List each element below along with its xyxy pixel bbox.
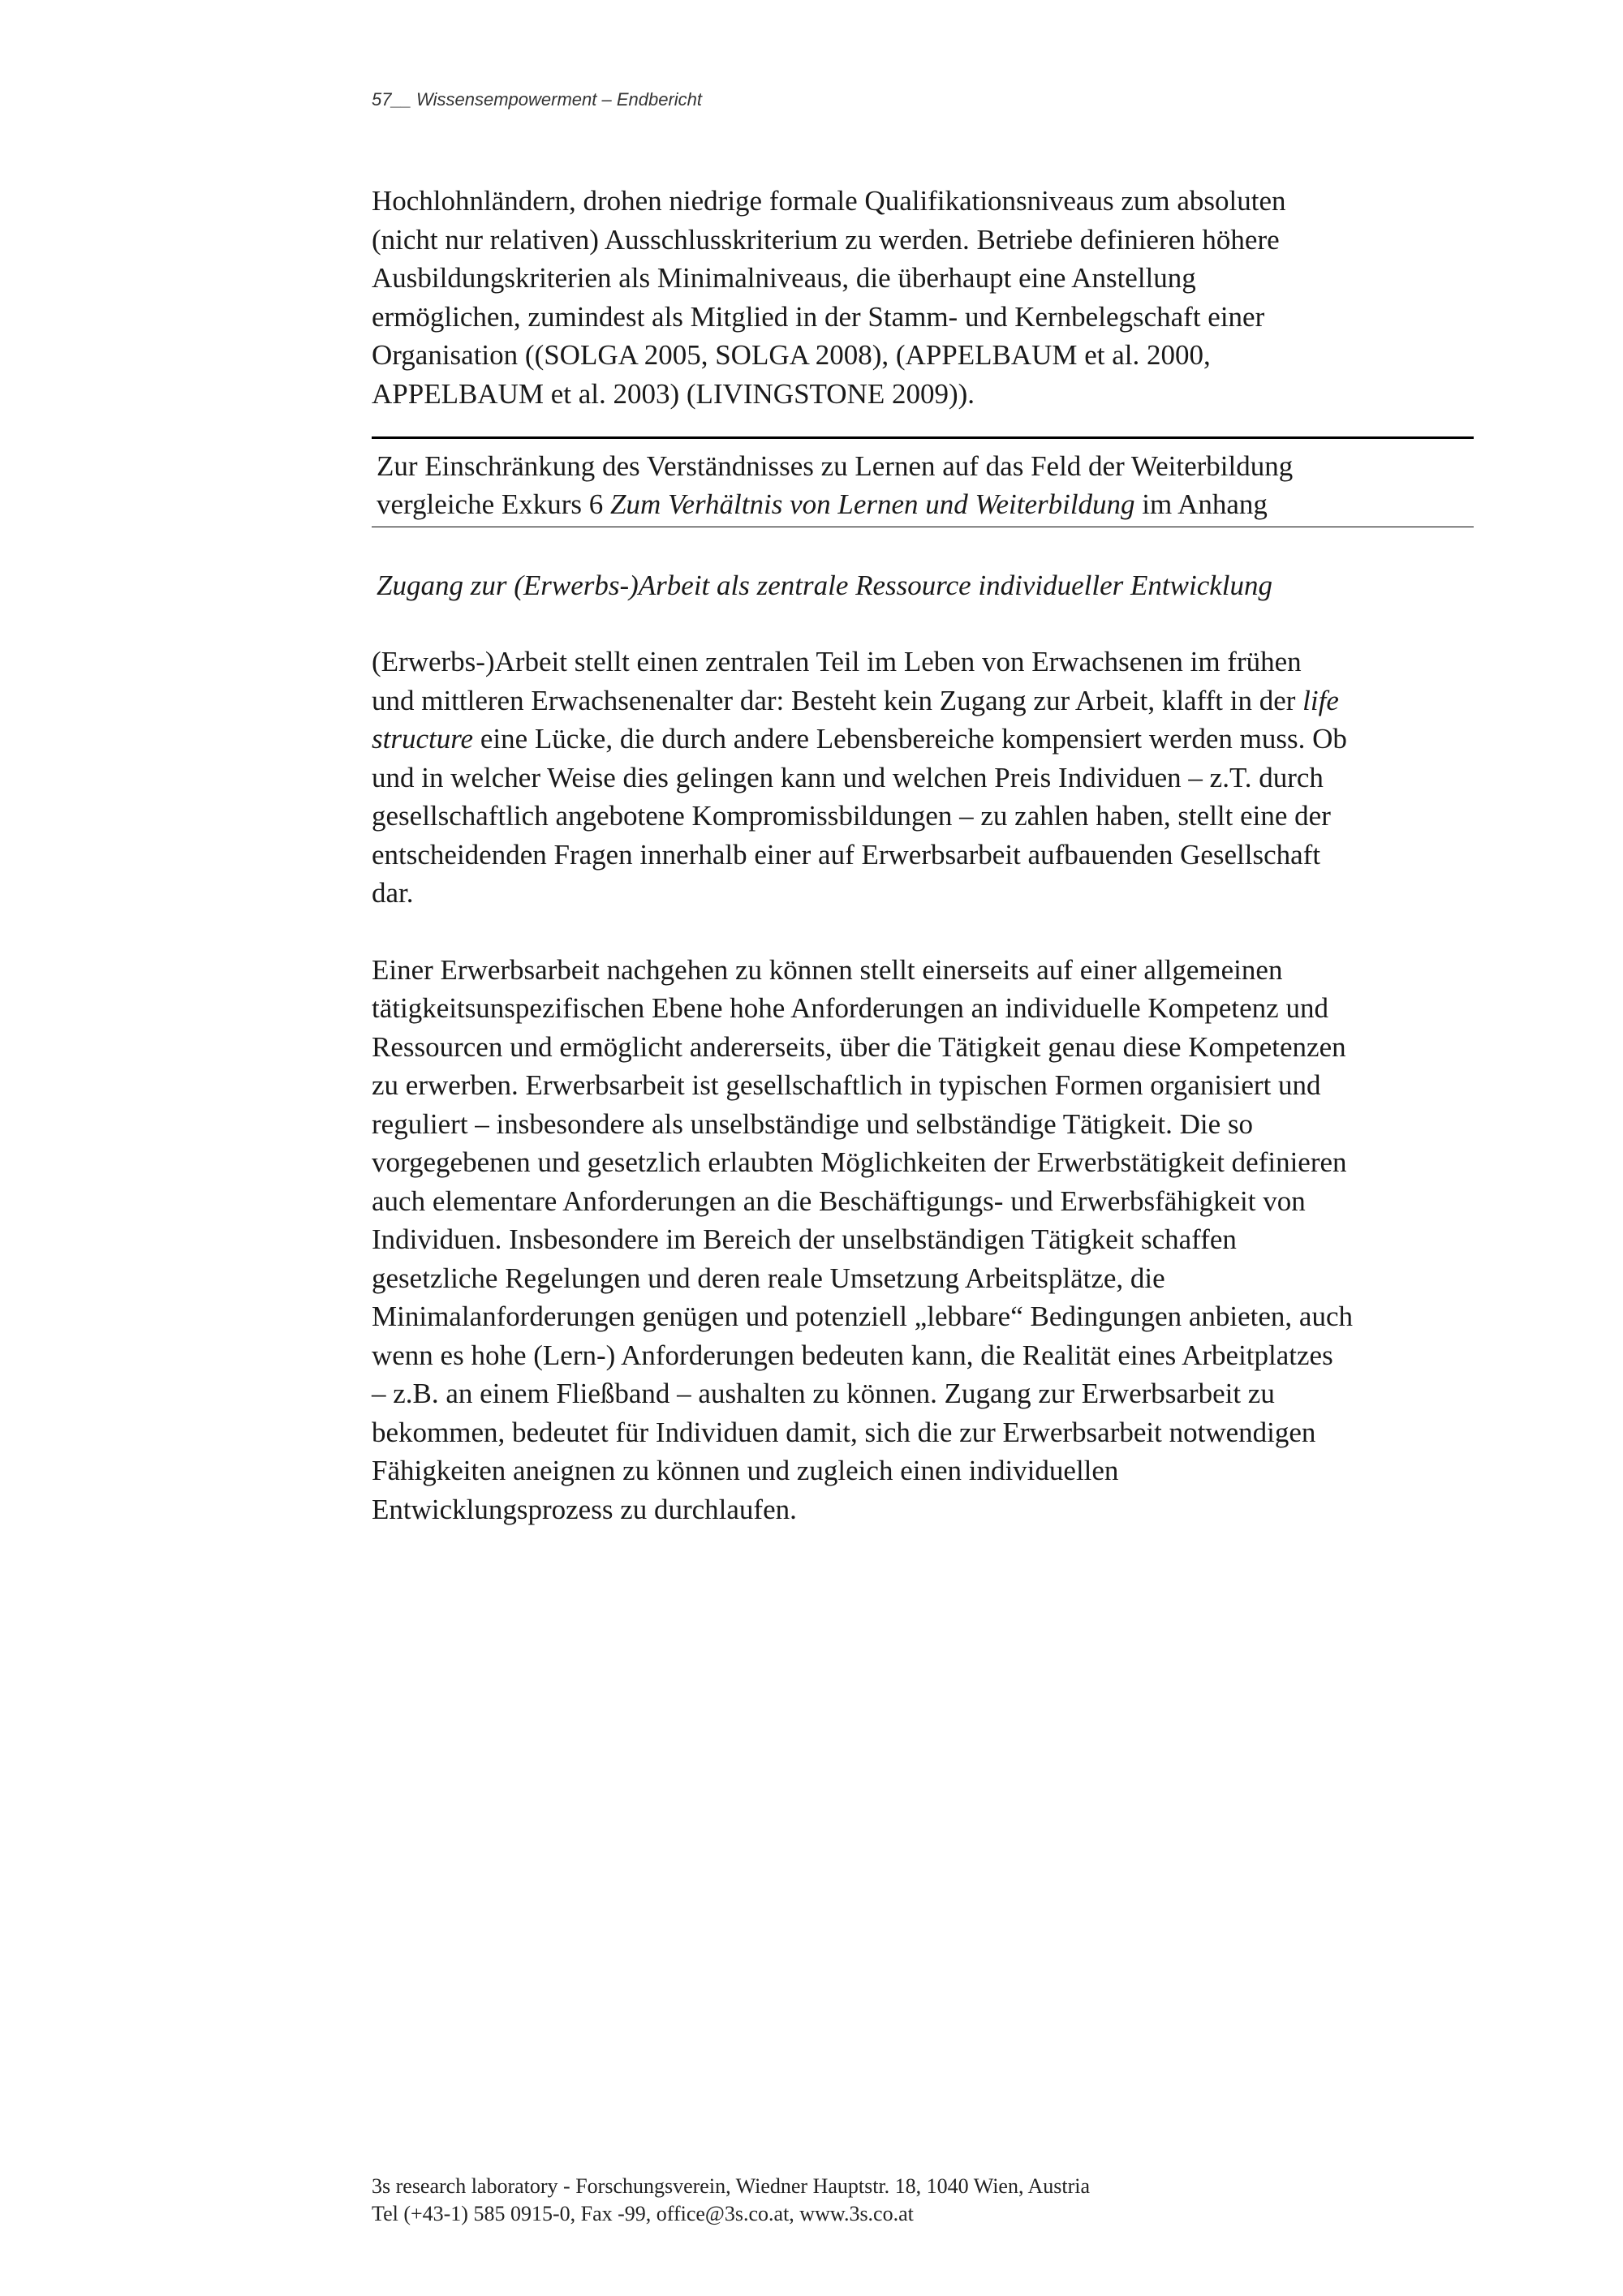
text-line: reguliert – insbesondere als unselbständige und selbständige Tätigkeit. Die so — [372, 1107, 1254, 1140]
text-line: bekommen, bedeutet für Individuen damit, sich die zur Erwerbsarbeit notwendigen — [372, 1416, 1316, 1448]
text-line: Hochlohnländern, drohen niedrige formale Qualifikationsniveaus zum absoluten — [372, 185, 1286, 217]
cross-reference-note — [372, 436, 1474, 527]
running-header: 57__ Wissensempowerment – Endbericht — [372, 89, 703, 110]
paragraph-3 — [372, 951, 1467, 1529]
spacer — [372, 604, 1467, 643]
text-line: Ausbildungskriterien als Minimalniveaus, die überhaupt eine Anstellung — [372, 262, 1196, 294]
text-line — [377, 485, 1474, 523]
text-line: tätigkeitsunspezifischen Ebene hohe Anforderungen an individuelle Kompetenz und — [372, 992, 1328, 1024]
text-line: vorgegebenen und gesetzlich erlaubten Möglichkeiten der Erwerbstätigkeit definieren — [372, 1146, 1347, 1178]
text-line: wenn es hohe (Lern-) Anforderungen bedeuten kann, die Realität eines Arbeitplatzes — [372, 1339, 1333, 1371]
text-line: gesetzliche Regelungen und deren reale Umsetzung Arbeitsplätze, die — [372, 1262, 1165, 1294]
text-line: Einer Erwerbsarbeit nachgehen zu können stellt einerseits auf einer allgemeinen — [372, 953, 1283, 986]
footer-address: 3s research laboratory - Forschungsverein, Wiedner Hauptstr. 18, 1040 Wien, Austria — [372, 2174, 1091, 2198]
text-line: ermöglichen, zumindest als Mitglied in der Stamm- und Kernbelegschaft einer — [372, 300, 1265, 333]
text-line: Ressourcen und ermöglicht andererseits, über die Tätigkeit genau diese Kompetenzen — [372, 1030, 1346, 1063]
text-line: entscheidenden Fragen innerhalb einer auf Erwerbsarbeit aufbauenden Gesellschaft — [372, 838, 1321, 871]
text-line: Minimalanforderungen genügen und potenziell „lebbare“ Bedingungen anbieten, auch — [372, 1301, 1354, 1332]
text-line: Individuen. Insbesondere im Bereich der unselbständigen Tätigkeit schaffen — [372, 1223, 1237, 1255]
text-line: zu erwerben. Erwerbsarbeit ist gesellschaftlich in typischen Formen organisiert und — [372, 1069, 1321, 1101]
spacer — [372, 913, 1467, 951]
note-text — [377, 447, 1474, 523]
text-line: (Erwerbs-)Arbeit stellt einen zentralen Teil im Leben von Erwachsenen im frühen — [372, 646, 1302, 677]
text-line: dar. — [372, 877, 414, 909]
paragraph-1 — [372, 182, 1467, 413]
note-prefix: vergleiche Exkurs 6 — [377, 488, 611, 520]
text-line: Entwicklungsprozess zu durchlaufen. — [372, 1493, 797, 1525]
text-line — [372, 681, 1467, 720]
text-line: Fähigkeiten aneignen zu können und zugleich einen individuellen — [372, 1455, 1119, 1486]
paragraph-2 — [372, 643, 1467, 913]
note-suffix: im Anhang — [1134, 488, 1268, 520]
text-segment: und mittleren Erwachsenenalter dar: Besteht kein Zugang zur Arbeit, klafft in der — [372, 684, 1303, 716]
main-content — [372, 182, 1467, 1529]
excursus-title: Zum Verhältnis von Lernen und Weiterbildung — [610, 488, 1135, 520]
text-line: Organisation ((SOLGA 2005, SOLGA 2008), (APPELBAUM et al. 2000, — [372, 339, 1211, 371]
page-footer — [372, 2173, 1090, 2228]
text-line: auch elementare Anforderungen an die Beschäftigungs- und Erwerbsfähigkeit von — [372, 1185, 1306, 1217]
italic-term: structure — [372, 723, 474, 755]
section-heading: Zugang zur (Erwerbs-)Arbeit als zentrale Ressource individueller Entwicklung — [377, 570, 1272, 601]
text-line: Zur Einschränkung des Verständnisses zu Lernen auf das Feld der Weiterbildung — [377, 450, 1294, 482]
text-line: und in welcher Weise dies gelingen kann und welchen Preis Individuen – z.T. durch — [372, 761, 1324, 793]
italic-term: life — [1302, 684, 1339, 716]
text-line: gesellschaftlich angebotene Kompromissbildungen – zu zahlen haben, stellt eine der — [372, 800, 1331, 832]
text-segment: eine Lücke, die durch andere Lebensbereiche kompensiert werden muss. Ob — [473, 723, 1347, 755]
text-line: (nicht nur relativen) Ausschlusskriterium zu werden. Betriebe definieren höhere — [372, 223, 1280, 256]
text-line: – z.B. an einem Fließband – aushalten zu können. Zugang zur Erwerbsarbeit zu — [372, 1378, 1275, 1409]
footer-contact: Tel (+43-1) 585 0915-0, Fax -99, office@3s.co.at, www.3s.co.at — [372, 2202, 914, 2225]
text-line — [372, 720, 1467, 759]
text-line: APPELBAUM et al. 2003) (LIVINGSTONE 2009)). — [372, 377, 975, 410]
